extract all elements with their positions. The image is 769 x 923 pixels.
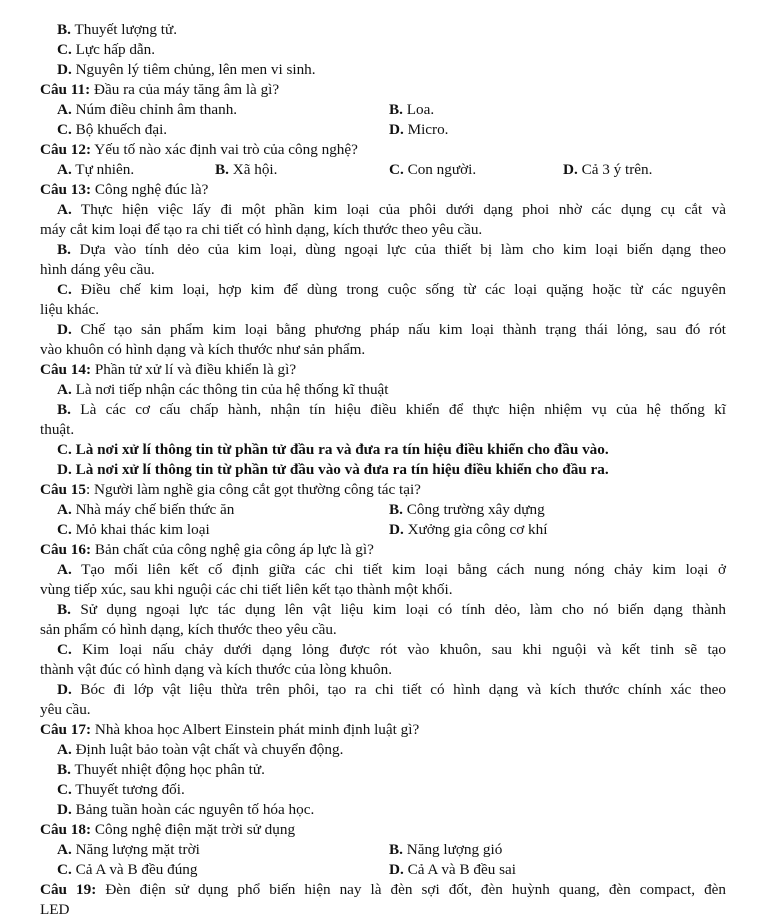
- prev-option-b: B. Thuyết lượng tử.: [57, 21, 177, 38]
- q12-option-d: D. Cả 3 ý trên.: [563, 161, 653, 178]
- q17-option-b: B. Thuyết nhiệt động học phân tử.: [57, 761, 265, 778]
- q18-option-a: A. Năng lượng mặt trời: [57, 841, 200, 858]
- q16-option-d-line2: yêu cầu.: [40, 701, 91, 718]
- question-12: Câu 12: Yếu tố nào xác định vai trò của công nghệ?: [40, 141, 358, 158]
- question-14: Câu 14: Phần tử xử lí và điều khiển là gì?: [40, 361, 297, 378]
- q13-option-b-line1: B. Dựa vào tính dẻo của kim loại, dùng ngoại lực của thiết bị làm cho kim loại biến dạng theo: [57, 241, 727, 258]
- q11-option-d: D. Micro.: [389, 121, 449, 138]
- q15-option-d: D. Xưởng gia công cơ khí: [389, 521, 548, 538]
- q11-option-c: C. Bộ khuếch đại.: [57, 121, 168, 138]
- q18-option-b: B. Năng lượng gió: [389, 841, 503, 858]
- q12-option-b: B. Xã hội.: [215, 161, 278, 178]
- q18-option-c: C. Cả A và B đều đúng: [57, 861, 198, 878]
- question-16: Câu 16: Bản chất của công nghệ gia công áp lực là gì?: [40, 541, 374, 558]
- question-15: Câu 15: Người làm nghề gia công cắt gọt thường công tác tại?: [40, 481, 421, 498]
- q15-option-c: C. Mỏ khai thác kim loại: [57, 521, 210, 538]
- q13-option-b-line2: hình dáng yêu cầu.: [40, 261, 155, 278]
- question-19-line1: Câu 19: Đèn điện sử dụng phổ biến hiện nay là đèn sợi đốt, đèn huỳnh quang, đèn compact, đèn: [40, 881, 726, 898]
- question-13: Câu 13: Công nghệ đúc là?: [40, 181, 209, 198]
- question-19-line2: LED: [40, 901, 70, 918]
- q17-option-c: C. Thuyết tương đối.: [57, 781, 185, 798]
- q13-option-d-line1: D. Chế tạo sản phẩm kim loại bằng phương pháp nấu kim loại thành trạng thái lỏng, sau đó rót: [57, 321, 727, 338]
- question-11: Câu 11: Đầu ra của máy tăng âm là gì?: [40, 81, 280, 98]
- q13-option-d-line2: vào khuôn có hình dạng và kích thước như sản phẩm.: [40, 341, 366, 358]
- q13-option-c-line1: C. Điều chế kim loại, hợp kim để dùng trong cuộc sống từ các loại quặng hoặc từ các nguyên: [57, 281, 727, 298]
- q17-option-d: D. Bảng tuần hoàn các nguyên tố hóa học.: [57, 801, 315, 818]
- q16-option-c-line2: thành vật đúc có hình dạng và kích thước của lòng khuôn.: [40, 661, 392, 678]
- q16-option-a-line2: vùng tiếp xúc, sau khi nguội các chi tiết liên kết tạo thành một khối.: [40, 581, 453, 598]
- q14-option-a: A. Là nơi tiếp nhận các thông tin của hệ thống kĩ thuật: [57, 381, 389, 398]
- q14-option-b-line1: B. Là các cơ cấu chấp hành, nhận tín hiệu điều khiển để thực hiện nhiệm vụ của hệ thống kĩ: [57, 401, 727, 418]
- q13-option-a-line2: máy cắt kim loại để tạo ra chi tiết có hình dạng, kích thước theo yêu cầu.: [40, 221, 483, 238]
- prev-option-c: C. Lực hấp dẫn.: [57, 41, 156, 58]
- q11-option-b: B. Loa.: [389, 101, 435, 118]
- q15-option-b: B. Công trường xây dựng: [389, 501, 545, 518]
- q13-option-a-line1: A. Thực hiện việc lấy đi một phần kim loại của phôi dưới dạng phoi nhờ các dụng cụ cắt và: [57, 201, 726, 218]
- q14-option-c: C. Là nơi xử lí thông tin từ phần tử đầu ra và đưa ra tín hiệu điều khiển cho đầu vào.: [57, 441, 609, 458]
- q17-option-a: A. Định luật bảo toàn vật chất và chuyển động.: [57, 741, 344, 758]
- q11-option-a: A. Núm điều chỉnh âm thanh.: [57, 101, 238, 118]
- q18-option-d: D. Cả A và B đều sai: [389, 861, 516, 878]
- q13-option-c-line2: liệu khác.: [40, 301, 100, 318]
- q14-option-b-line2: thuật.: [40, 421, 75, 438]
- q12-option-a: A. Tự nhiên.: [57, 161, 135, 178]
- q15-option-a: A. Nhà máy chế biến thức ăn: [57, 501, 235, 518]
- q16-option-d-line1: D. Bóc đi lớp vật liệu thừa trên phôi, tạo ra chi tiết có hình dạng và kích thước chính xác theo: [57, 681, 727, 698]
- q12-option-c: C. Con người.: [389, 161, 477, 178]
- q14-option-d: D. Là nơi xử lí thông tin từ phần tử đầu vào và đưa ra tín hiệu điều khiển cho đầu ra.: [57, 461, 609, 478]
- q16-option-c-line1: C. Kim loại nấu chảy dưới dạng lỏng được rót vào khuôn, sau khi nguội và kết tinh sẽ tạo: [57, 641, 726, 658]
- q16-option-a-line1: A. Tạo mối liên kết cố định giữa các chi tiết kim loại bằng cách nung nóng chảy kim loại ở: [57, 561, 726, 578]
- q16-option-b-line2: sản phẩm có hình dạng, kích thước theo yêu cầu.: [40, 621, 337, 638]
- question-17: Câu 17: Nhà khoa học Albert Einstein phát minh định luật gì?: [40, 721, 420, 738]
- prev-option-d: D. Nguyên lý tiêm chủng, lên men vi sinh.: [57, 61, 316, 78]
- question-18: Câu 18: Công nghệ điện mặt trời sử dụng: [40, 821, 296, 838]
- q16-option-b-line1: B. Sử dụng ngoại lực tác dụng lên vật liệu kim loại có tính dẻo, làm cho nó biến dạng thành: [57, 601, 726, 618]
